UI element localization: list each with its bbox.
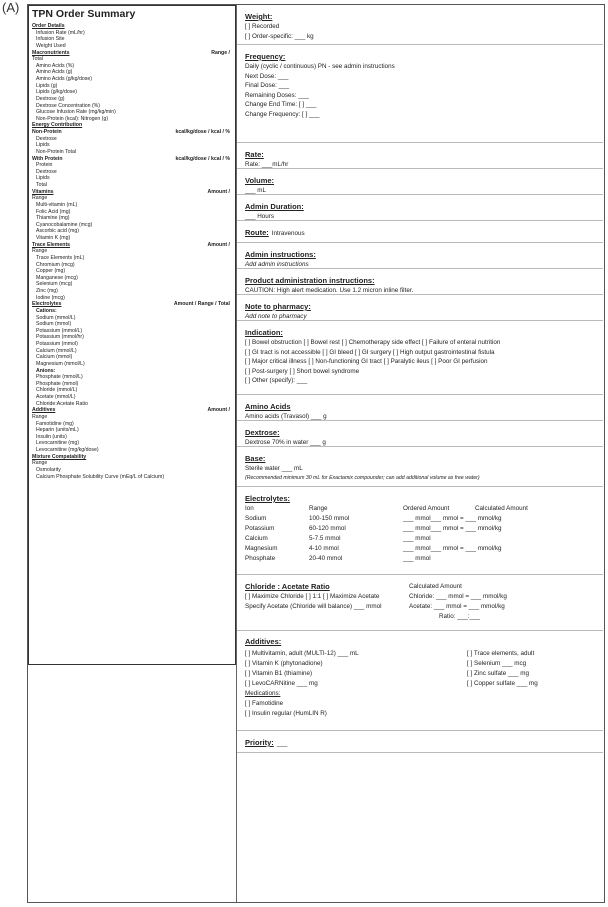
summary-row-label: Calcium (mmol/L) [36,347,77,354]
form-note: (Recommended minimum 30 mL for Exactamix compounder; can add additional volume as free water) [245,474,480,481]
summary-row-label: Amino Acids (g) [36,69,73,76]
summary-row-label: Mixture Compatability [32,453,87,460]
summary-row-label: Calcium (mmol) [36,354,73,361]
summary-row [32,255,232,262]
summary-row-label: Trace Elements [32,241,71,248]
form-line[interactable]: [ ] Bowel obstruction [ ] Bowel rest [ ] Chemotherapy side effect [ ] Failure of enteral nutrition [245,339,501,346]
summary-row [32,50,232,57]
section-heading-text: Product administration instructions: [245,276,375,285]
summary-row [32,434,232,441]
section-heading [245,201,603,212]
summary-row-label: Total [36,182,47,188]
summary-row [32,361,232,368]
summary-row [32,195,232,202]
summary-row [32,368,232,375]
form-line[interactable]: Dextrose 70% in water ___ g [245,439,326,446]
summary-row [32,116,232,123]
summary-row [32,440,232,447]
table-cell[interactable]: ___ mmol___ mmol = ___ mmol/kg [403,545,502,552]
section-heading-text: Frequency: [245,52,286,61]
section-frequency [237,45,603,143]
form-line[interactable]: [ ] GI tract is not accessible [ ] GI bleed [ ] GI surgery [ ] High output gastrointestinal fistula [245,348,495,356]
section-heading: Additives: [245,637,282,646]
summary-row-label: Famotidine (mg) [36,420,74,427]
summary-row-label: Calcium Phosphate Solubility Curve (mEq/L of Calcium) [36,473,165,480]
section-dextrose [237,421,603,447]
summary-row-label: Phosphate (mmol) [36,380,79,387]
summary-row-range: kcal/kg/dose / kcal / % [175,129,230,135]
section-heading: Electrolytes: [245,494,291,503]
summary-row-label: Acetate (mmol/L) [36,394,76,400]
section-heading-text: Weight: [245,12,273,21]
form-line[interactable]: [ ] Major critical illness [ ] Non-functioning GI tract [ ] Paralytic ileus [ ] Poor GI perfusion [245,358,488,366]
summary-row [32,189,232,196]
table-cell: 4-10 mmol [309,545,339,552]
summary-row-label: Amino Acids (%) [36,62,75,69]
summary-row [32,96,232,103]
summary-row [32,414,232,421]
summary-row [32,56,232,63]
table-cell: 60-120 mmol [309,525,346,532]
section-heading [245,427,603,438]
summary-row [32,295,232,302]
table-cell: Phosphate [245,555,276,562]
section-indication [237,321,603,395]
summary-row-label: Cyanocobalamine (mcg) [36,221,93,228]
section-heading-text: Route: [245,228,269,237]
table-cell[interactable]: ___ mmol [403,555,431,562]
summary-title: TPN Order Summary [32,8,136,20]
summary-row [32,394,232,401]
summary-row-label: Sodium (mmol) [36,321,72,328]
summary-row [32,142,232,149]
section-heading [245,175,603,186]
summary-row-label: Iodine (mcg) [36,294,65,301]
form-line[interactable]: ___ mL [245,187,267,194]
summary-row-label: Trace Elements (mL) [36,254,85,261]
table-cell: 20-40 mmol [309,555,343,562]
section-heading [245,327,603,338]
summary-row-label: Manganese (mcg) [36,274,78,281]
summary-row [32,209,232,216]
section-amino-acids [237,395,603,421]
summary-row-label: Range [32,413,48,420]
form-line[interactable]: Remaining Doses: ___ [245,91,309,99]
section-heading [245,249,603,260]
summary-row [32,374,232,381]
summary-row [32,321,232,328]
section-chloride-acetate-ratio [237,575,603,631]
summary-row [32,275,232,282]
medication-option[interactable]: [ ] Famotidine [245,700,284,707]
form-line[interactable]: Sterile water ___ mL [245,465,303,472]
summary-row [32,109,232,116]
summary-row-label: Potassium (mmol/hr) [36,334,84,341]
additive-option[interactable]: [ ] Copper sulfate ___ mg [467,680,538,687]
summary-row [32,354,232,361]
section-heading [245,275,603,286]
chloride-option[interactable]: [ ] Maximize Chloride [ ] 1:1 [ ] Maximize Acetate [245,593,380,600]
section-heading [245,401,603,412]
summary-row-range: Amount / [207,188,230,195]
summary-row [32,162,232,169]
summary-row-label: Magnesium (mmol/L) [36,360,85,367]
section-heading-text: Volume: [245,176,275,185]
additive-option[interactable]: [ ] Vitamin K (phytonadione) [245,660,323,667]
summary-row-label: Potassium (mmol/L) [36,327,83,334]
section-heading-text: Amino Acids [245,402,291,411]
priority-value[interactable]: ___ [276,740,288,747]
summary-row [32,202,232,209]
summary-row [32,328,232,335]
summary-row [32,222,232,229]
summary-row [32,407,232,414]
summary-row [32,341,232,348]
summary-row-label: Insulin (units) [36,433,67,440]
summary-row [32,83,232,90]
section-heading [245,301,603,312]
summary-row-label: Cations: [36,307,57,314]
calculated-amount-header: Calculated Amount [409,583,462,590]
form-input-placeholder[interactable]: Add admin instructions [245,261,309,268]
summary-row-label: Range [32,248,48,255]
summary-row [32,169,232,176]
summary-row [32,460,232,467]
summary-row [32,30,232,37]
summary-row-label: Additives [32,407,56,414]
calculated-amount-line: Chloride: ___ mmol = ___ mmol/kg [409,593,507,600]
summary-row-label: Sodium (mmol/L) [36,314,76,321]
summary-row-label: Levocarnitine (mg) [36,440,79,447]
summary-row-label: Lipids [36,175,50,182]
summary-row [32,268,232,275]
summary-row-label: Lipids (g) [36,82,58,89]
summary-rows [32,23,232,480]
form-line[interactable]: Daily (cyclic / continuous) PN - see admin instructions [245,63,395,70]
additive-option[interactable]: [ ] Multivitamin, adult (MULTI-12) ___ mL [245,650,359,657]
summary-row [32,215,232,222]
form-line[interactable]: [ ] Other (specify): ___ [245,377,308,385]
additives-block [245,637,603,727]
form-line[interactable]: Change End Time: [ ] ___ [245,101,317,109]
summary-row-range: Amount / Range / Total [173,301,230,308]
chloride-block [245,581,603,627]
form-line[interactable]: ___ Hours [245,213,275,220]
order-entry-form [237,5,603,753]
table-cell: Calcium [245,535,268,542]
summary-row-label: Ascorbic acid (mg) [36,228,79,235]
form-line[interactable]: [ ] Post-surgery [ ] Short bowel syndrome [245,367,360,375]
summary-row [32,242,232,249]
section-rate [237,143,603,169]
summary-row-label: Dextrose [36,135,57,142]
table-cell: Potassium [245,525,275,532]
section-heading: Chloride : Acetate Ratio [245,582,330,591]
summary-row-label: Order Details [32,23,65,29]
section-heading [245,453,603,464]
summary-row [32,381,232,388]
section-weight [237,5,603,45]
section-additives [237,631,603,731]
additive-option[interactable]: [ ] Selenium ___ mcg [467,660,527,667]
summary-row-label: Dextrose Concentration (%) [36,102,101,109]
summary-row-label: Range [32,195,48,202]
route-value[interactable]: Intravenous [271,230,305,237]
calculated-amount-line: Acetate: ___ mmol = ___ mmol/kg [409,603,505,610]
form-line[interactable]: Rate: ___mL/hr [245,161,289,168]
summary-row-label: Selenium (mcg) [36,281,73,288]
section-heading [245,11,603,22]
section-heading: Priority: [245,738,274,747]
summary-row-label: Heparin (units/mL) [36,427,79,434]
summary-row-label: Osmolarity [36,466,61,473]
section-heading [245,228,269,237]
summary-row [32,89,232,96]
section-heading [245,51,603,62]
summary-row [32,474,232,481]
summary-row [32,387,232,394]
summary-row [32,288,232,295]
summary-row [32,156,232,163]
section-product-administration-instructions [237,269,603,295]
summary-row [32,301,232,308]
summary-row-label: Electrolytes [32,301,62,308]
summary-row [32,175,232,182]
summary-row [32,467,232,474]
section-priority [237,731,603,753]
summary-row [32,421,232,428]
summary-row [32,447,232,454]
summary-row-label: Dextrose (g) [36,95,65,102]
additive-option[interactable]: [ ] Vitamin B1 (thiamine) [245,670,313,677]
summary-row [32,63,232,70]
summary-row [32,136,232,143]
calculated-amount-line: Ratio: ___:___ [439,613,480,620]
summary-row [32,281,232,288]
summary-row-label: Folic Acid (mg) [36,208,71,215]
summary-row-label: Vitamin K (mg) [36,235,71,241]
summary-row-label: Total [32,56,43,63]
table-header: Ordered Amount [403,505,450,512]
summary-row-range: kcal/kg/dose / kcal / % [175,155,230,162]
table-cell: Sodium [245,515,267,522]
section-heading-text: Base: [245,454,266,463]
summary-row-label: Multi-vitamin (mL) [36,201,78,208]
summary-row-label: Lipids [36,142,50,149]
summary-row-label: Range [32,460,48,467]
summary-row-label: Infusion Rate (mL/hr) [36,29,85,36]
table-cell[interactable]: ___ mmol___ mmol = ___ mmol/kg [403,515,502,522]
chloride-option[interactable]: Specify Acetate (Chloride will balance) ___ mmol [245,603,382,610]
summary-row-label: Thiamine (mg) [36,215,70,222]
summary-row [32,122,232,129]
summary-row [32,308,232,315]
summary-row [32,23,232,30]
summary-row-label: Dextrose [36,168,57,175]
summary-row [32,228,232,235]
form-line[interactable]: CAUTION: High alert medication. Use 1.2 micron inline filter. [245,287,414,294]
table-header: Ion [245,505,254,512]
additive-option[interactable]: [ ] Trace elements, adult [467,650,535,657]
summary-row [32,43,232,50]
form-line[interactable]: Amino acids (Travasol) ___ g [245,413,327,420]
section-route [237,221,603,243]
section-admin-duration [237,195,603,221]
summary-row [32,248,232,255]
summary-row [32,334,232,341]
summary-row [32,129,232,136]
table-cell: 5-7.5 mmol [309,535,341,542]
section-note-to-pharmacy [237,295,603,321]
section-admin-instructions [237,243,603,269]
priority-line [245,737,603,749]
section-heading-text: Rate: [245,150,264,159]
table-cell: 100-150 mmol [309,515,350,522]
section-heading-text: Note to pharmacy: [245,302,311,311]
summary-row-label: Anions: [36,367,56,374]
form-line[interactable]: Final Dose: ___ [245,82,290,90]
summary-row-label: Potassium (mmol) [36,341,78,347]
summary-row-label: Non-Protein [32,129,62,135]
summary-row [32,36,232,43]
summary-row [32,348,232,355]
summary-row [32,149,232,156]
summary-row [32,401,232,408]
form-line[interactable]: [ ] Recorded [245,23,280,30]
medications-heading: Medications: [245,690,281,697]
form-input-placeholder[interactable]: Add note to pharmacy [245,313,307,320]
summary-row-label: Non-Protein Total [36,148,76,155]
summary-row [32,427,232,434]
summary-row-range: Amount / [207,407,230,414]
form-line[interactable]: [ ] Order-specific: ___ kg [245,32,314,40]
summary-row-label: Infusion Site [36,36,65,43]
section-heading-text: Admin instructions: [245,250,316,259]
section-heading [245,149,603,160]
summary-row [32,235,232,242]
summary-row-label: Levocarnitine (mg/kg/dose) [36,447,99,453]
summary-row-label: Lipids (g/kg/dose) [36,89,77,96]
summary-row-label: Non-Protein (kcal): Nitrogen (g) [36,115,109,122]
form-line[interactable]: Change Frequency: [ ] ___ [245,110,320,118]
form-line[interactable]: Next Dose: ___ [245,72,289,80]
section-heading-text: Admin Duration: [245,202,304,211]
section-heading-text: Indication: [245,328,283,337]
section-volume [237,169,603,195]
section-heading-text: Dextrose: [245,428,280,437]
summary-row [32,76,232,83]
section-electrolytes [237,487,603,575]
electrolytes-table [245,504,603,568]
summary-row-label: Copper (mg) [36,268,66,275]
summary-row [32,182,232,189]
summary-row-label: Chloride (mmol/L) [36,387,78,394]
summary-row [32,454,232,461]
summary-row-range: Amount / [207,241,230,248]
figure-label: (A) [2,0,20,15]
summary-row-label: Protein [36,162,53,169]
summary-row-label: Weight Used [36,42,66,49]
summary-row-label: Phosphate (mmol/L) [36,374,83,381]
summary-row-label: Amino Acids (g/kg/dose) [36,76,92,82]
table-header: Range [309,505,328,512]
summary-row-label: Vitamins [32,188,54,195]
summary-row-label: Glucose Infusion Rate (mg/kg/min) [36,109,116,116]
table-cell[interactable]: ___ mmol___ mmol = ___ mmol/kg [403,525,502,532]
table-cell[interactable]: ___ mmol [403,535,431,542]
additive-option[interactable]: [ ] LevoCARNitine ___ mg [245,680,318,687]
table-header: Calculated Amount [475,505,528,512]
summary-row-label: Chromium (mcg) [36,261,75,268]
summary-row [32,69,232,76]
table-cell: Magnesium [245,545,278,552]
summary-row [32,262,232,269]
summary-row [32,315,232,322]
tpn-order-summary-panel [32,7,232,480]
summary-row-label: Macronutrients [32,49,70,56]
summary-row-label: Zinc (mg) [36,288,58,294]
section-base [237,447,603,487]
summary-row [32,103,232,110]
summary-row-label: With Protein [32,155,63,162]
summary-row-label: Energy Contribution [32,122,83,129]
medication-option[interactable]: [ ] Insulin regular (HumLIN R) [245,710,327,717]
route-line [245,227,603,239]
additive-option[interactable]: [ ] Zinc sulfate ___ mg [467,670,529,677]
summary-row-range: Range / [211,49,230,56]
summary-row-label: Chloride:Acetate Ratio [36,400,88,407]
